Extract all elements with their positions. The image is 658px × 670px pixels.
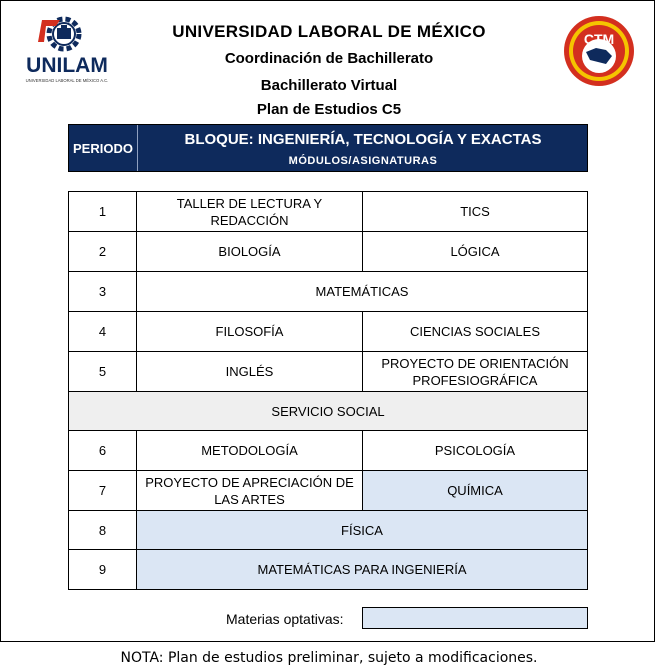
subject-cell: LÓGICA xyxy=(363,232,587,272)
bloque-header: BLOQUE: INGENIERÍA, TECNOLOGÍA Y EXACTAS xyxy=(184,131,542,148)
note-text: NOTA: Plan de estudios preliminar, sujeto a modificaciones. xyxy=(120,650,538,666)
subject-cell: MATEMÁTICAS xyxy=(137,272,587,312)
subject-cell: PSICOLOGÍA xyxy=(363,431,587,471)
periodo-header: PERIODO xyxy=(69,125,138,171)
unilam-logo-subtext: UNIVERSIDAD LABORAL DE MÉXICO A.C. xyxy=(25,78,109,83)
table-header-bar xyxy=(68,124,588,172)
coordination-title: Coordinación de Bachillerato xyxy=(224,50,434,67)
subject-cell: FILOSOFÍA xyxy=(137,312,363,352)
period-cell: 8 xyxy=(69,511,137,550)
subject-cell-highlighted: QUÍMICA xyxy=(363,471,587,511)
ctm-logo-text: CTM xyxy=(583,31,615,47)
university-title: UNIVERSIDAD LABORAL DE MÉXICO xyxy=(172,22,486,41)
subject-cell: BIOLOGÍA xyxy=(137,232,363,272)
optativas-label: Materias optativas: xyxy=(226,611,344,627)
subject-cell: TALLER DE LECTURA Y REDACCIÓN xyxy=(137,192,363,232)
plan-title: Plan de Estudios C5 xyxy=(256,101,402,118)
subject-cell: CIENCIAS SOCIALES xyxy=(363,312,587,352)
subject-cell: INGLÉS xyxy=(137,352,363,392)
subject-cell-highlighted: FÍSICA xyxy=(137,511,587,550)
subject-cell: METODOLOGÍA xyxy=(137,431,363,471)
period-cell: 2 xyxy=(69,232,137,272)
period-cell: 3 xyxy=(69,272,137,312)
period-cell: 1 xyxy=(69,192,137,232)
program-title: Bachillerato Virtual xyxy=(260,77,398,94)
unilam-logo-text: UNILAM xyxy=(26,54,108,77)
period-cell: 6 xyxy=(69,431,137,471)
period-cell: 4 xyxy=(69,312,137,352)
subject-cell: PROYECTO DE ORIENTACIÓN PROFESIOGRÁFICA xyxy=(363,352,587,392)
study-plan-table xyxy=(68,191,588,590)
servicio-social-cell: SERVICIO SOCIAL xyxy=(69,392,587,431)
period-cell: 5 xyxy=(69,352,137,392)
period-cell: 7 xyxy=(69,471,137,511)
subject-cell-highlighted: MATEMÁTICAS PARA INGENIERÍA xyxy=(137,550,587,589)
subject-cell: PROYECTO DE APRECIACIÓN DE LAS ARTES xyxy=(137,471,363,511)
optativas-field[interactable] xyxy=(362,607,588,629)
subject-cell: TICS xyxy=(363,192,587,232)
period-cell: 9 xyxy=(69,550,137,589)
modulos-header: MÓDULOS/ASIGNATURAS xyxy=(288,155,438,167)
